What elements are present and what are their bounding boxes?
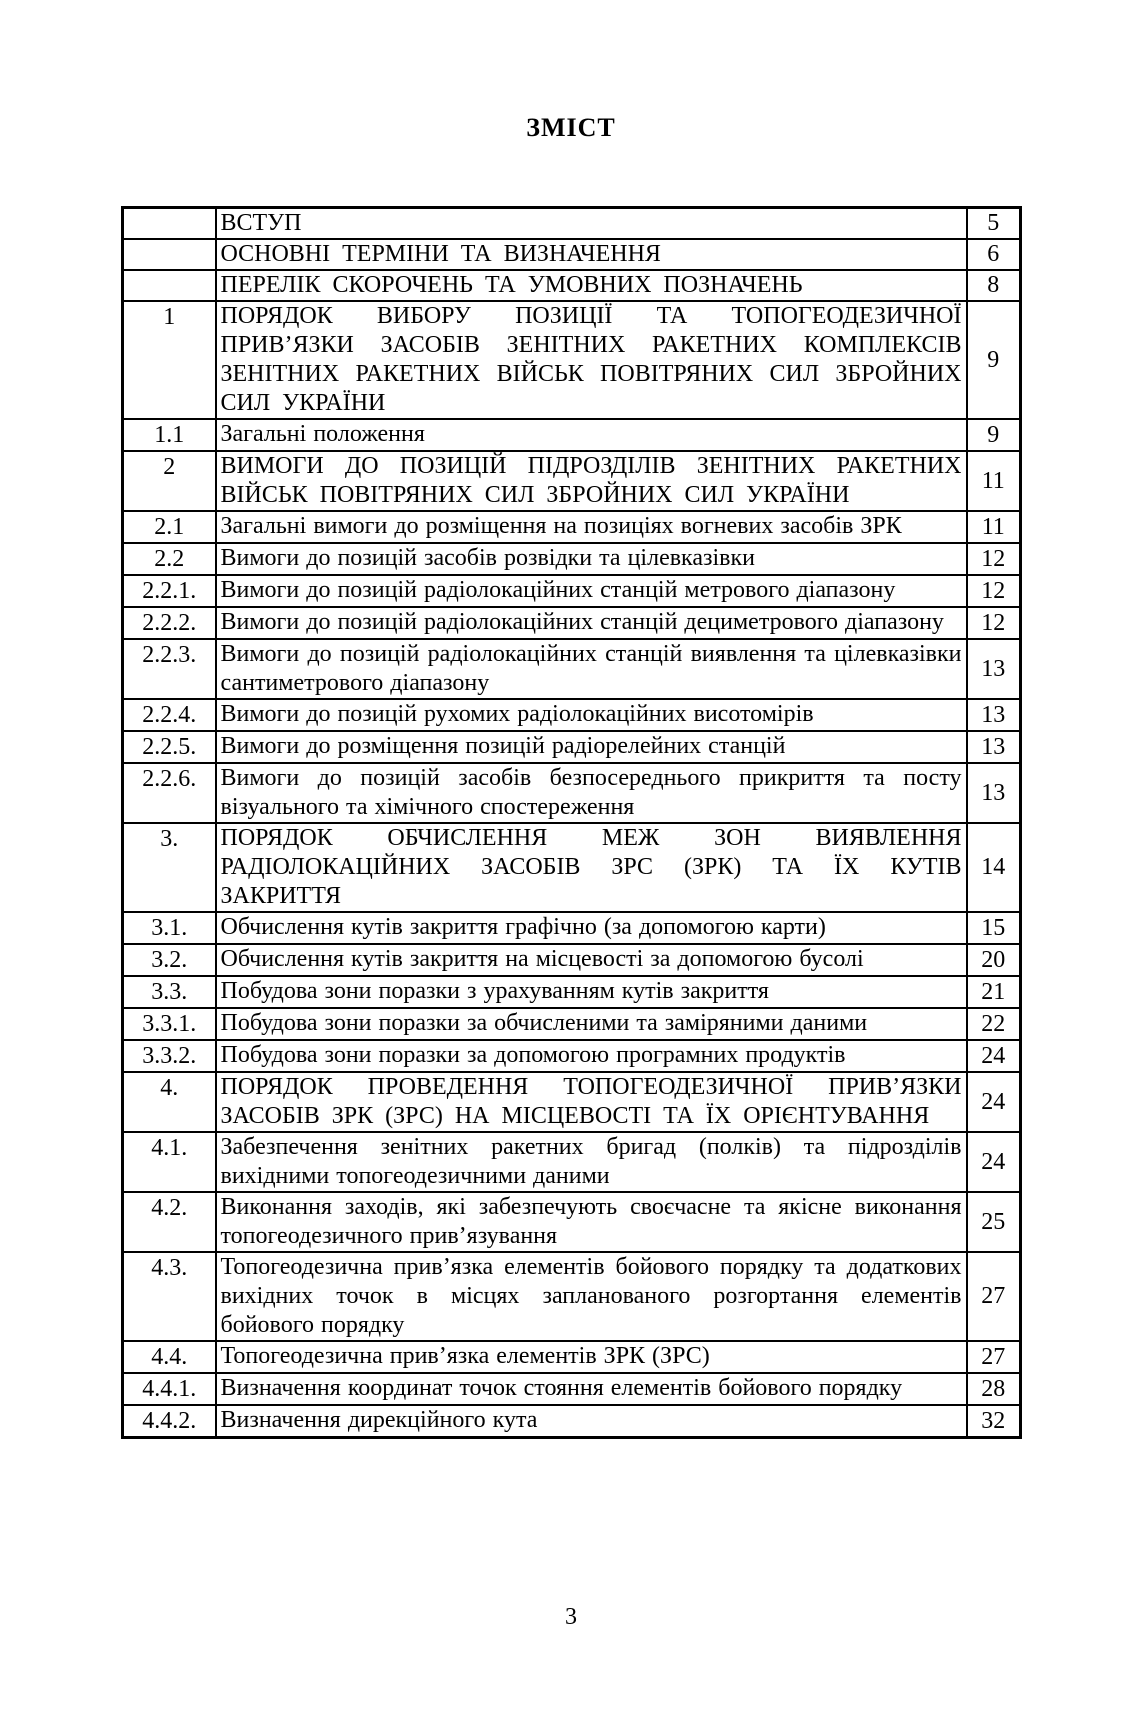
toc-row	[123, 944, 1021, 976]
toc-row	[123, 543, 1021, 575]
toc-row-page: 14	[967, 823, 1021, 912]
toc-row-number: 1	[123, 301, 216, 419]
toc-row-page: 20	[967, 944, 1021, 976]
toc-row	[123, 823, 1021, 912]
toc-row-number: 4.	[123, 1072, 216, 1132]
toc-row	[123, 912, 1021, 944]
toc-row-number: 4.2.	[123, 1192, 216, 1252]
toc-row	[123, 1040, 1021, 1072]
toc-row-title: ПЕРЕЛІК СКОРОЧЕНЬ ТА УМОВНИХ ПОЗНАЧЕНЬ	[216, 270, 967, 301]
toc-row-title: ПОРЯДОК ВИБОРУ ПОЗИЦІЇ ТА ТОПОГЕОДЕЗИЧНОЇ ПРИВ’ЯЗКИ ЗАСОБІВ ЗЕНІТНИХ РАКЕТНИХ КОМПЛЕКСІВ ЗЕНІТНИХ РАКЕТНИХ ВІЙСЬК ПОВІТРЯНИХ СИЛ ЗБРОЙНИХ СИЛ УКРАЇНИ	[216, 301, 967, 419]
toc-row-number: 1.1	[123, 419, 216, 451]
toc-row-page: 13	[967, 731, 1021, 763]
toc-row	[123, 1008, 1021, 1040]
toc-row-title: Визначення дирекційного кута	[216, 1405, 967, 1438]
toc-row-number: 4.1.	[123, 1132, 216, 1192]
toc-row-title: Вимоги до позицій рухомих радіолокаційних висотомірів	[216, 699, 967, 731]
toc-row-title: Топогеодезична прив’язка елементів ЗРК (ЗРС)	[216, 1341, 967, 1373]
toc-row-number	[123, 270, 216, 301]
toc-row-page: 21	[967, 976, 1021, 1008]
toc-row-page: 15	[967, 912, 1021, 944]
toc-row	[123, 1341, 1021, 1373]
toc-row	[123, 1072, 1021, 1132]
toc-row-number: 4.4.	[123, 1341, 216, 1373]
toc-row-page: 6	[967, 239, 1021, 270]
toc-row-number	[123, 208, 216, 240]
toc-row-title: Вимоги до позицій радіолокаційних станцій виявлення та цілевказівки сантиметрового діапазону	[216, 639, 967, 699]
toc-row-page: 11	[967, 511, 1021, 543]
toc-row-title: ВИМОГИ ДО ПОЗИЦІЙ ПІДРОЗДІЛІВ ЗЕНІТНИХ РАКЕТНИХ ВІЙСЬК ПОВІТРЯНИХ СИЛ ЗБРОЙНИХ СИЛ УКРАЇНИ	[216, 451, 967, 511]
toc-row	[123, 731, 1021, 763]
toc-row-title: Загальні положення	[216, 419, 967, 451]
toc-row	[123, 1373, 1021, 1405]
toc-row	[123, 699, 1021, 731]
toc-row	[123, 301, 1021, 419]
toc-row-title: Вимоги до позицій радіолокаційних станцій метрового діапазону	[216, 575, 967, 607]
toc-row	[123, 1405, 1021, 1438]
toc-row-title: Забезпечення зенітних ракетних бригад (полків) та підрозділів вихідними топогеодезичними даними	[216, 1132, 967, 1192]
toc-row-page: 28	[967, 1373, 1021, 1405]
toc-row-title: Вимоги до позицій засобів безпосереднього прикриття та посту візуального та хімічного спостереження	[216, 763, 967, 823]
toc-row-title: ПОРЯДОК ОБЧИСЛЕННЯ МЕЖ ЗОН ВИЯВЛЕННЯ РАДІОЛОКАЦІЙНИХ ЗАСОБІВ ЗРС (ЗРК) ТА ЇХ КУТІВ ЗАКРИТТЯ	[216, 823, 967, 912]
toc-row	[123, 239, 1021, 270]
toc-row-title: Побудова зони поразки з урахуванням кутів закриття	[216, 976, 967, 1008]
toc-row-number	[123, 239, 216, 270]
toc-row-page: 12	[967, 543, 1021, 575]
toc-row-page: 32	[967, 1405, 1021, 1438]
toc-row-number: 2.2.6.	[123, 763, 216, 823]
toc-row	[123, 1252, 1021, 1341]
toc-row-number: 3.1.	[123, 912, 216, 944]
toc-row	[123, 1132, 1021, 1192]
toc-row-number: 3.3.2.	[123, 1040, 216, 1072]
toc-row-page: 24	[967, 1040, 1021, 1072]
toc-row-title: ВСТУП	[216, 208, 967, 240]
page-title: ЗМІСТ	[526, 113, 616, 142]
toc-row-title: ОСНОВНІ ТЕРМІНИ ТА ВИЗНАЧЕННЯ	[216, 239, 967, 270]
toc-row-number: 2.2.1.	[123, 575, 216, 607]
toc-row-page: 13	[967, 763, 1021, 823]
toc-row	[123, 511, 1021, 543]
toc-row-page: 27	[967, 1252, 1021, 1341]
toc-row-number: 4.4.2.	[123, 1405, 216, 1438]
toc-row	[123, 451, 1021, 511]
toc-row-number: 3.	[123, 823, 216, 912]
toc-row-number: 4.4.1.	[123, 1373, 216, 1405]
toc-row-page: 27	[967, 1341, 1021, 1373]
toc-row-page: 8	[967, 270, 1021, 301]
toc-row-page: 25	[967, 1192, 1021, 1252]
toc-row	[123, 208, 1021, 240]
toc-row-page: 9	[967, 419, 1021, 451]
toc-row-page: 13	[967, 699, 1021, 731]
toc-row-title: Вимоги до позицій радіолокаційних станцій дециметрового діапазону	[216, 607, 967, 639]
page-number-footer: 3	[565, 1604, 577, 1630]
toc-row-page: 13	[967, 639, 1021, 699]
toc-row-number: 2.2.3.	[123, 639, 216, 699]
toc-row-page: 22	[967, 1008, 1021, 1040]
toc-row-title: Вимоги до позицій засобів розвідки та цілевказівки	[216, 543, 967, 575]
toc-row-title: Виконання заходів, які забезпечують своєчасне та якісне виконання топогеодезичного прив’язування	[216, 1192, 967, 1252]
toc-row	[123, 607, 1021, 639]
toc-row-number: 3.2.	[123, 944, 216, 976]
toc-row-number: 2.1	[123, 511, 216, 543]
toc-row-title: Топогеодезична прив’язка елементів бойового порядку та додаткових вихідних точок в місцях запланованого розгортання елементів бойового порядку	[216, 1252, 967, 1341]
toc-row-page: 12	[967, 607, 1021, 639]
toc-row-number: 2.2.5.	[123, 731, 216, 763]
toc-row-title: Побудова зони поразки за допомогою програмних продуктів	[216, 1040, 967, 1072]
toc-row-title: ПОРЯДОК ПРОВЕДЕННЯ ТОПОГЕОДЕЗИЧНОЇ ПРИВ’ЯЗКИ ЗАСОБІВ ЗРК (ЗРС) НА МІСЦЕВОСТІ ТА ЇХ ОРІЄНТУВАННЯ	[216, 1072, 967, 1132]
toc-row-title: Побудова зони поразки за обчисленими та заміряними даними	[216, 1008, 967, 1040]
toc-table-body	[123, 208, 1021, 1438]
toc-row-page: 5	[967, 208, 1021, 240]
toc-row-number: 3.3.1.	[123, 1008, 216, 1040]
toc-row	[123, 270, 1021, 301]
toc-row-title: Загальні вимоги до розміщення на позиціях вогневих засобів ЗРК	[216, 511, 967, 543]
toc-row	[123, 763, 1021, 823]
toc-row-title: Обчислення кутів закриття на місцевості за допомогою бусолі	[216, 944, 967, 976]
toc-row-number: 3.3.	[123, 976, 216, 1008]
toc-row-number: 2.2.4.	[123, 699, 216, 731]
toc-row	[123, 976, 1021, 1008]
toc-row-title: Визначення координат точок стояння елементів бойового порядку	[216, 1373, 967, 1405]
toc-row-page: 11	[967, 451, 1021, 511]
toc-row-number: 2	[123, 451, 216, 511]
toc-table	[121, 206, 1022, 1439]
toc-row-title: Обчислення кутів закриття графічно (за допомогою карти)	[216, 912, 967, 944]
toc-row-page: 24	[967, 1132, 1021, 1192]
toc-row-number: 2.2	[123, 543, 216, 575]
toc-row-page: 9	[967, 301, 1021, 419]
toc-row-page: 24	[967, 1072, 1021, 1132]
toc-row	[123, 639, 1021, 699]
toc-row-title: Вимоги до розміщення позицій радіорелейних станцій	[216, 731, 967, 763]
toc-row	[123, 575, 1021, 607]
toc-row-page: 12	[967, 575, 1021, 607]
toc-row	[123, 1192, 1021, 1252]
toc-row-number: 2.2.2.	[123, 607, 216, 639]
toc-row	[123, 419, 1021, 451]
toc-row-number: 4.3.	[123, 1252, 216, 1341]
